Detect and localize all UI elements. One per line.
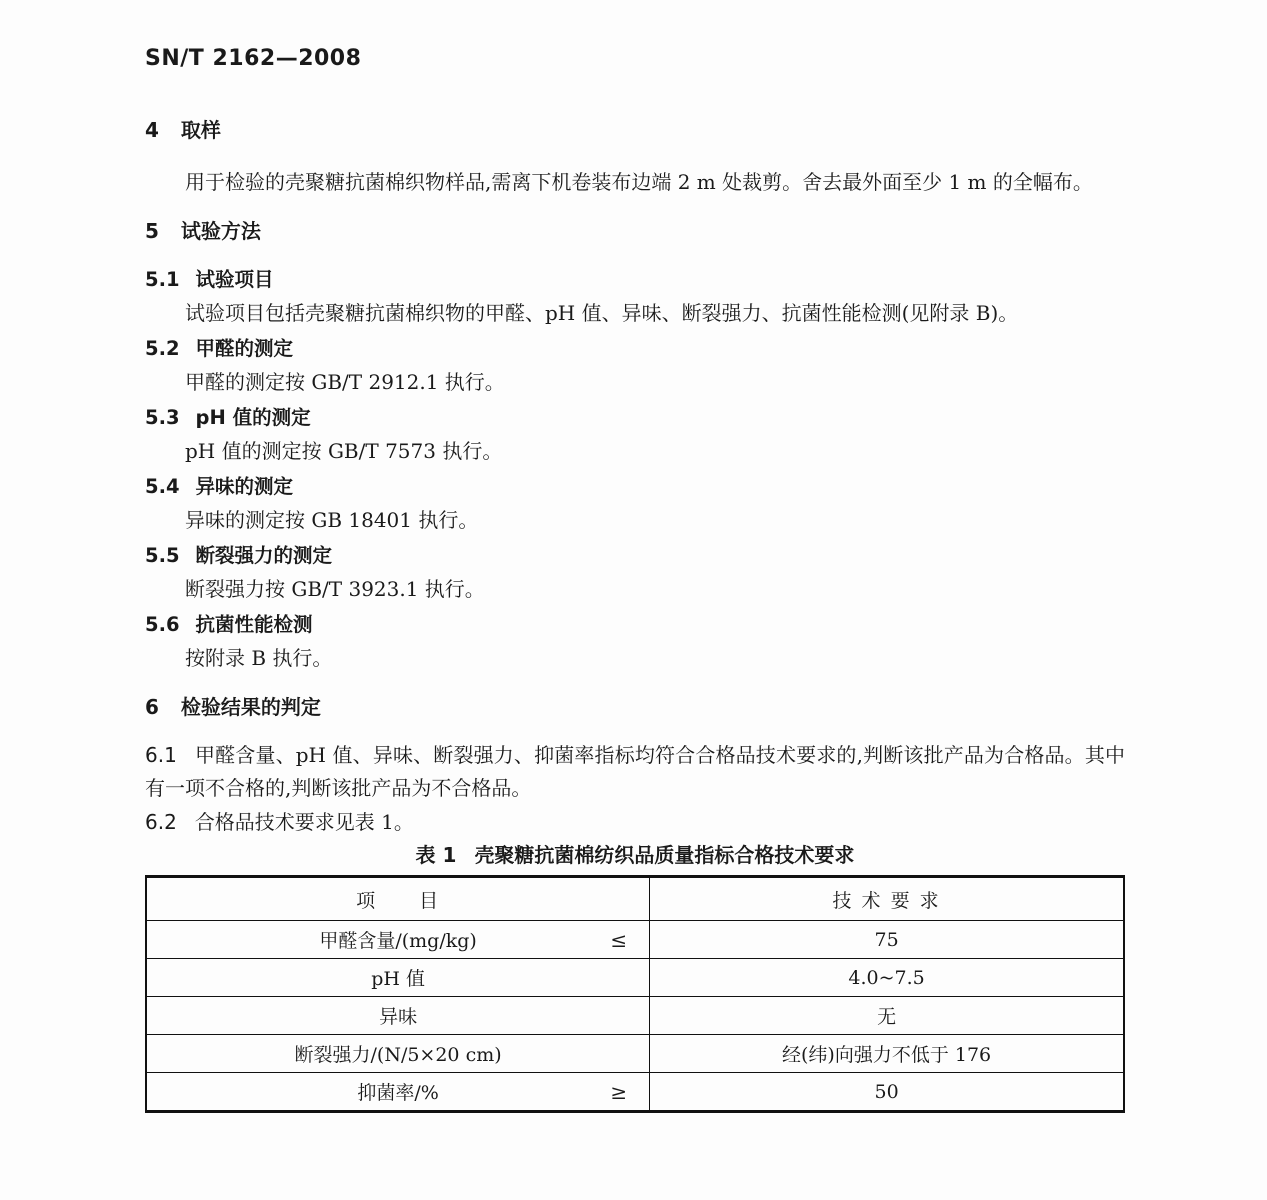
clause-5-6-number: 5.6 <box>145 613 180 636</box>
clause-5-3-paragraph: pH 值的测定按 GB/T 7573 执行。 <box>185 439 503 463</box>
table-header-requirement: 技 术 要 求 <box>650 877 1124 921</box>
table-row <box>146 1035 1124 1073</box>
clause-5-2-heading <box>145 336 1125 361</box>
clause-5-2-number: 5.2 <box>145 337 180 360</box>
table-cell-requirement: 50 <box>650 1073 1124 1112</box>
clause-6-1-number: 6.1 <box>145 743 177 767</box>
clause-6-heading <box>145 693 1125 721</box>
clause-5-6-heading <box>145 612 1125 637</box>
clause-6-2-text: 合格品技术要求见表 1。 <box>194 810 414 834</box>
greater-equal-symbol: ≥ <box>610 1079 628 1104</box>
less-equal-symbol: ≤ <box>610 927 628 952</box>
table-cell-requirement: 经(纬)向强力不低于 176 <box>650 1035 1124 1073</box>
clause-5-1-title: 试验项目 <box>195 268 274 291</box>
clause-5-1-paragraph: 试验项目包括壳聚糖抗菌棉织物的甲醛、pH 值、异味、断裂强力、抗菌性能检测(见附录 B)。 <box>185 301 1019 325</box>
clause-4-number: 4 <box>145 118 159 142</box>
clause-5-3-title: pH 值的测定 <box>195 406 311 429</box>
clause-6-2-number: 6.2 <box>145 810 177 834</box>
item-label: 甲醛含量/(mg/kg) <box>319 930 477 952</box>
requirements-table <box>145 875 1125 1113</box>
table-cell-item <box>146 921 650 959</box>
clause-6-title: 检验结果的判定 <box>180 695 321 719</box>
table-cell-requirement: 75 <box>650 921 1124 959</box>
clause-5-4-title: 异味的测定 <box>195 475 294 498</box>
clause-5-4-heading <box>145 474 1125 499</box>
item-label: 断裂强力/(N/5×20 cm) <box>294 1044 502 1066</box>
item-label: 抑菌率/% <box>357 1082 439 1104</box>
table-cell-item <box>146 1035 650 1073</box>
standard-code: SN/T 2162—2008 <box>145 46 362 71</box>
item-label: 异味 <box>379 1006 418 1028</box>
clause-5-3-heading <box>145 405 1125 430</box>
clause-6-1-text: 甲醛含量、pH 值、异味、断裂强力、抑菌率指标均符合合格品技术要求的,判断该批产品为合格品。其中有一项不合格的,判断该批产品为不合格品。 <box>145 743 1125 800</box>
clause-4-heading <box>145 116 1125 144</box>
table-cell-item <box>146 1073 650 1112</box>
clause-5-3-number: 5.3 <box>145 406 180 429</box>
table-header-row <box>146 877 1124 921</box>
clause-5-5-paragraph: 断裂强力按 GB/T 3923.1 执行。 <box>185 577 485 601</box>
clause-5-5-title: 断裂强力的测定 <box>195 544 333 567</box>
table-cell-requirement: 无 <box>650 997 1124 1035</box>
clause-6-2-paragraph <box>145 810 1125 835</box>
clause-5-1-number: 5.1 <box>145 268 180 291</box>
table-1-caption-text: 壳聚糖抗菌棉纺织品质量指标合格技术要求 <box>474 843 855 867</box>
clause-6-number: 6 <box>145 695 159 719</box>
table-row <box>146 959 1124 997</box>
table-cell-item <box>146 959 650 997</box>
clause-5-title: 试验方法 <box>180 219 261 243</box>
clause-5-5-heading <box>145 543 1125 568</box>
table-cell-item <box>146 997 650 1035</box>
table-1-caption-label: 表 1 <box>415 843 457 867</box>
clause-5-2-paragraph: 甲醛的测定按 GB/T 2912.1 执行。 <box>185 370 505 394</box>
item-label: pH 值 <box>371 968 425 990</box>
clause-5-1-heading <box>145 267 1125 292</box>
clause-6-1-paragraph <box>145 739 1125 805</box>
clause-4-paragraph: 用于检验的壳聚糖抗菌棉织物样品,需离下机卷装布边端 2 m 处裁剪。舍去最外面至少 1 m 的全幅布。 <box>185 170 1093 194</box>
table-row <box>146 997 1124 1035</box>
table-header-item: 项 目 <box>146 877 650 921</box>
clause-5-6-title: 抗菌性能检测 <box>195 613 313 636</box>
clause-5-4-number: 5.4 <box>145 475 180 498</box>
clause-4-title: 取样 <box>180 118 221 142</box>
clause-5-2-title: 甲醛的测定 <box>195 337 294 360</box>
table-cell-requirement: 4.0~7.5 <box>650 959 1124 997</box>
table-row <box>146 1073 1124 1112</box>
clause-5-4-paragraph: 异味的测定按 GB 18401 执行。 <box>185 508 479 532</box>
table-1-caption <box>145 843 1125 867</box>
clause-5-heading <box>145 217 1125 245</box>
table-row <box>146 921 1124 959</box>
clause-5-6-paragraph: 按附录 B 执行。 <box>185 646 333 670</box>
clause-5-5-number: 5.5 <box>145 544 180 567</box>
clause-5-number: 5 <box>145 219 159 243</box>
